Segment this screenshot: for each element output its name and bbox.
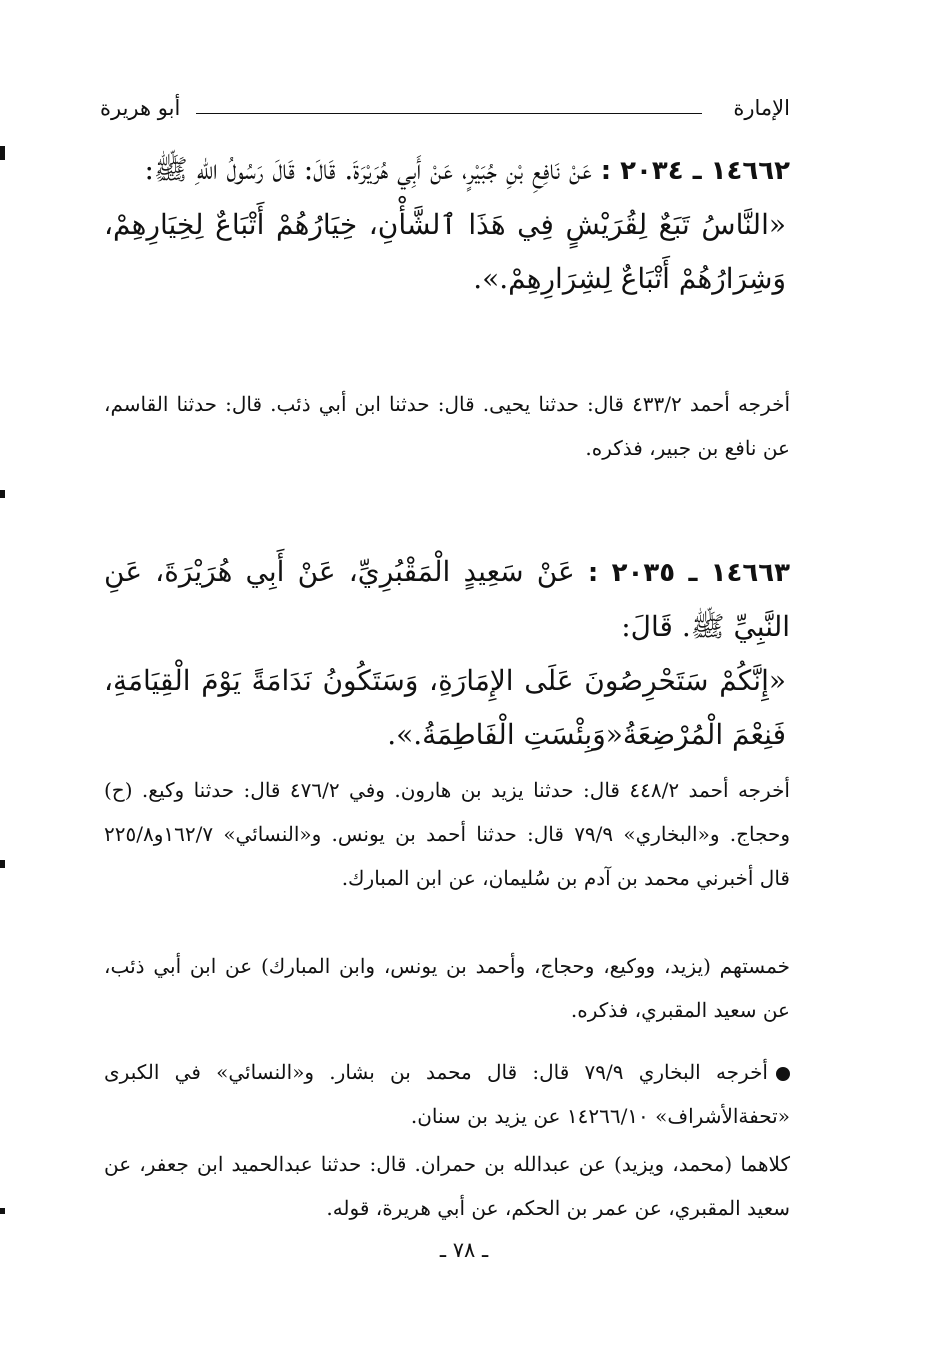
- takhrij-14663-part-4: [104, 1142, 790, 1230]
- margin-mark: [0, 146, 5, 160]
- takhrij-text: خمستهم (يزيد، ووكيع، وحجاج، وأحمد بن يونس، وابن المبارك) عن ابن أبي ذئب، عن سعيد المقبري، فذكره.: [104, 954, 790, 1022]
- takhrij-14663-part-3: [104, 1050, 790, 1138]
- margin-mark: [0, 860, 5, 868]
- takhrij-14663-part-1: [104, 768, 790, 900]
- takhrij-text: أخرجه أحمد ٤٤٨/٢ قال: حدثنا يزيد بن هارون. وفي ٤٧٦/٢ قال: حدثنا وكيع. (ح) وحجاج. و«البخاري» ٧٩/٩ قال: حدثنا أحمد بن يونس. و«النسائي» ١٦٢/٧و٢٢٥/٨ قال أخبرني محمد بن آدم بن سُليمان، عن ابن المبارك.: [104, 778, 791, 890]
- hadith-14663: [104, 545, 790, 762]
- takhrij-text: أخرجه البخاري ٧٩/٩ قال: قال محمد بن بشار. و«النسائي» في الكبرى «تحفةالأشراف» ١٤٢٦٦/١٠ عن يزيد بن سنان.: [104, 1060, 790, 1128]
- bullet-icon: [776, 1067, 790, 1081]
- narrator-title: أبو هريرة: [100, 96, 181, 120]
- hadith-number: ١٤٦٦٣ ـ ٢٠٣٥ :: [587, 558, 790, 588]
- takhrij-14662: [104, 382, 790, 470]
- hadith-isnad: عَنْ نَافِعِ بْنِ جُبَيْرٍ، عَنْ أَبِي هُرَيْرَةَ. قَالَ: قَالَ رَسُولُ اللهِ ﷺ:: [144, 153, 592, 186]
- takhrij-14663-part-2: [104, 944, 790, 1032]
- chapter-title: الإمارة: [733, 96, 790, 120]
- page-number: ـ ٧٨ ـ: [439, 1238, 489, 1262]
- header-rule: [196, 113, 702, 114]
- margin-mark: [0, 1208, 5, 1214]
- hadith-number: ١٤٦٦٢ ـ ٢٠٣٤ :: [600, 156, 790, 186]
- hadith-matn: «النَّاسُ تَبَعٌ لِقُرَيْشٍ فِي هَذَا ٱلشَّأْنِ، خِيَارُهُمْ أَتْبَاعٌ لِخِيَارِهِمْ، وَشِرَارُهُمْ أَتْبَاعٌ لِشِرَارِهِمْ.».: [104, 208, 786, 295]
- running-header: [100, 96, 790, 126]
- takhrij-text: كلاهما (محمد، ويزيد) عن عبدالله بن حمران. قال: حدثنا عبدالحميد ابن جعفر، عن سعيد المقبري، عن عمر بن الحكم، عن أبي هريرة، قوله.: [104, 1152, 790, 1220]
- hadith-14662: [104, 143, 790, 306]
- hadith-isnad: عَنْ سَعِيدٍ الْمَقْبُرِيِّ، عَنْ أَبِي هُرَيْرَةَ، عَنِ النَّبِيِّ ﷺ. قَالَ:: [104, 555, 790, 643]
- margin-mark: [0, 490, 5, 498]
- hadith-matn: «إِنَّكُمْ سَتَحْرِصُونَ عَلَى الإِمَارَةِ، وَسَتَكُونُ نَدَامَةً يَوْمَ الْقِيَامَةِ، فَنِعْمَ الْمُرْضِعَةُ«وَبِئْسَتِ الْفَاطِمَةُ.».: [104, 664, 786, 751]
- takhrij-text: أخرجه أحمد ٤٣٣/٢ قال: حدثنا يحيى. قال: حدثنا ابن أبي ذئب. قال: حدثنا القاسم، عن نافع بن جبير، فذكره.: [104, 392, 790, 460]
